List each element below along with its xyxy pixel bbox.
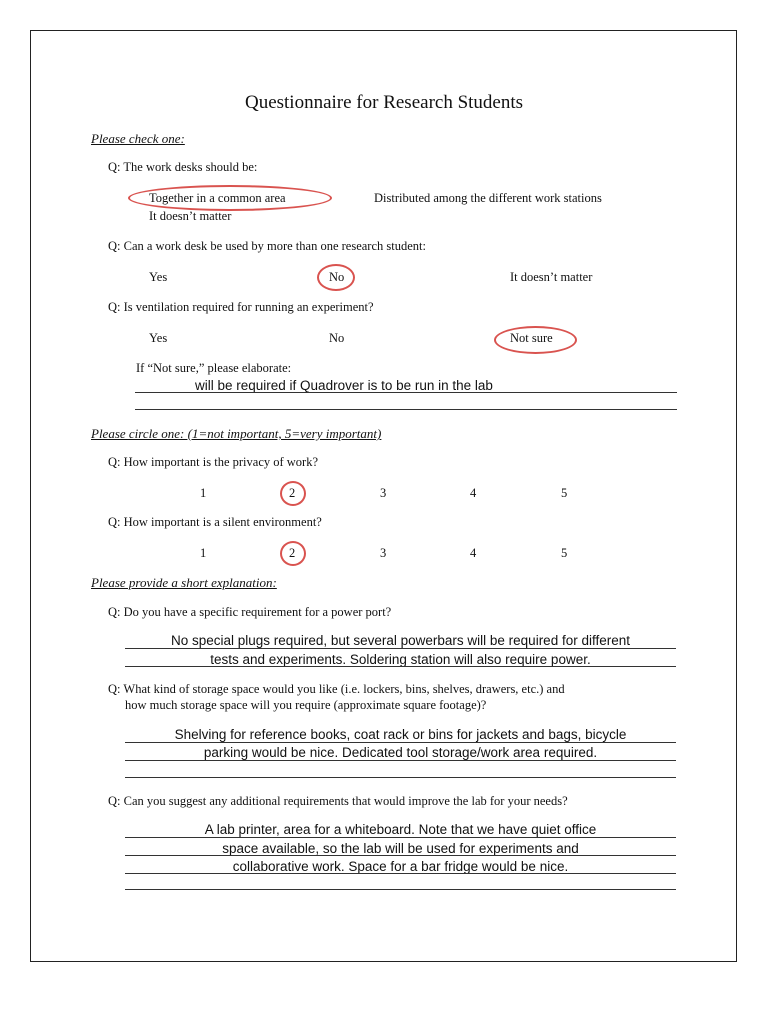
question-power-port: Q: Do you have a specific requirement for a power port?	[108, 605, 392, 619]
elaborate-answer[interactable]: will be required if Quadrover is to be run in the lab	[195, 378, 493, 393]
scale-option-3[interactable]: 3	[380, 546, 387, 560]
answer-line	[125, 889, 676, 890]
option-distributed-work-stations[interactable]: Distributed among the different work stations	[374, 191, 602, 205]
scale-option-4[interactable]: 4	[470, 486, 477, 500]
scale-option-5[interactable]: 5	[561, 486, 568, 500]
answer-text[interactable]: A lab printer, area for a whiteboard. Note that we have quiet office	[204, 822, 597, 837]
scale-option-1[interactable]: 1	[200, 546, 207, 560]
scale-option-5[interactable]: 5	[561, 546, 568, 560]
option-not-sure[interactable]: Not sure	[510, 331, 553, 345]
option-doesnt-matter[interactable]: It doesn’t matter	[510, 270, 593, 284]
answer-text[interactable]: collaborative work. Space for a bar fridge would be nice.	[232, 859, 569, 874]
question-additional-requirements: Q: Can you suggest any additional requirements that would improve the lab for your needs?	[108, 794, 568, 808]
option-yes[interactable]: Yes	[149, 331, 168, 345]
answer-line	[125, 760, 676, 761]
option-no[interactable]: No	[329, 270, 345, 284]
option-doesnt-matter[interactable]: It doesn’t matter	[149, 209, 232, 223]
section-heading-circle-one: Please circle one: (1=not important, 5=very important)	[91, 426, 382, 441]
section-heading-short-explanation: Please provide a short explanation:	[91, 575, 277, 590]
answer-text[interactable]: tests and experiments. Soldering station will also require power.	[210, 652, 591, 667]
page-title: Questionnaire for Research Students	[244, 92, 524, 113]
scale-option-3[interactable]: 3	[380, 486, 387, 500]
option-yes[interactable]: Yes	[149, 270, 168, 284]
answer-line	[125, 873, 676, 874]
answer-line	[135, 409, 677, 410]
answer-line	[135, 392, 677, 393]
answer-text[interactable]: parking would be nice. Dedicated tool storage/work area required.	[203, 745, 598, 760]
scale-option-4[interactable]: 4	[470, 546, 477, 560]
question-work-desks: Q: The work desks should be:	[108, 160, 258, 174]
answer-text[interactable]: No special plugs required, but several powerbars will be required for different	[171, 633, 630, 648]
question-shared-desk: Q: Can a work desk be used by more than one research student:	[108, 239, 426, 253]
answer-line	[125, 837, 676, 838]
scale-option-2[interactable]: 2	[289, 486, 296, 500]
scale-option-1[interactable]: 1	[200, 486, 207, 500]
scale-option-2[interactable]: 2	[289, 546, 296, 560]
question-storage-space: Q: What kind of storage space would you like (i.e. lockers, bins, shelves, drawers, etc.) and	[108, 682, 565, 696]
question-storage-space-cont: how much storage space will you require (approximate square footage)?	[125, 698, 487, 712]
answer-text[interactable]: Shelving for reference books, coat rack or bins for jackets and bags, bicycle	[174, 727, 627, 742]
elaborate-prompt: If “Not sure,” please elaborate:	[136, 361, 292, 375]
question-ventilation: Q: Is ventilation required for running an experiment?	[108, 300, 374, 314]
answer-line	[125, 777, 676, 778]
question-privacy: Q: How important is the privacy of work?	[108, 455, 319, 469]
option-no[interactable]: No	[329, 331, 345, 345]
question-silent-environment: Q: How important is a silent environment?	[108, 515, 322, 529]
answer-text[interactable]: space available, so the lab will be used for experiments and	[222, 841, 579, 856]
answer-line	[125, 648, 676, 649]
answer-line	[125, 666, 676, 667]
option-together-common-area[interactable]: Together in a common area	[149, 191, 286, 205]
answer-line	[125, 855, 676, 856]
section-heading-check-one: Please check one:	[91, 131, 185, 146]
answer-line	[125, 742, 676, 743]
